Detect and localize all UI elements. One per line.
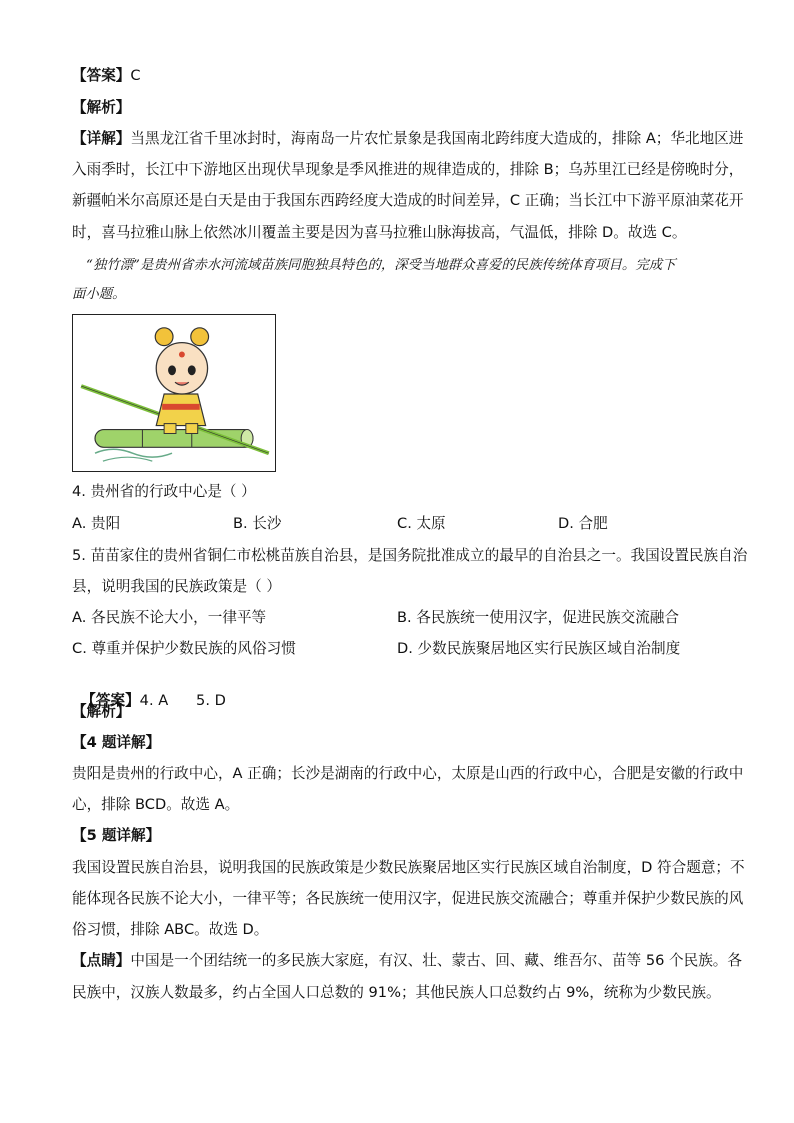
detail-tag: 【详解】	[72, 130, 131, 147]
answer2-tag: 【答案】	[81, 692, 140, 709]
analysis-heading	[72, 98, 130, 118]
intro-line-1: “独竹漂”是贵州省赤水河流域苗族同胞独具特色的，深受当地群众喜爱的民族传统体育项目。完成下	[86, 258, 676, 273]
detail5-line-3: 俗习惯，排除 ABC。故选 D。	[72, 921, 269, 938]
answer-line	[72, 66, 141, 86]
analysis-tag: 【解析】	[72, 99, 131, 116]
detail4-line-2: 心，排除 BCD。故选 A。	[72, 796, 240, 813]
q4-option-a: A. 贵阳	[72, 515, 121, 532]
tip-line-1	[72, 951, 742, 971]
detail-line-4: 时，喜马拉雅山脉上依然冰川覆盖主要是因为喜马拉雅山脉海拔高，气温低，排除 D。故选 C。	[72, 224, 687, 241]
detail-line-1	[72, 129, 743, 149]
detail5-heading: 【5 题详解】	[72, 827, 161, 844]
detail4-heading: 【4 题详解】	[72, 734, 161, 751]
bamboo-rafting-cartoon-icon	[73, 315, 275, 471]
q4-stem: 4. 贵州省的行政中心是（ ）	[72, 483, 256, 500]
q5-option-a: A. 各民族不论大小，一律平等	[72, 609, 267, 626]
q5-stem-line-2: 县，说明我国的民族政策是（ ）	[72, 578, 281, 595]
answer-value: C	[130, 67, 141, 84]
tip-text: 中国是一个团结统一的多民族大家庭，有汉、壮、蒙古、回、藏、维吾尔、苗等 56 个民族。各	[130, 952, 742, 969]
answer-tag: 【答案】	[72, 67, 131, 84]
detail5-line-1: 我国设置民族自治县，说明我国的民族政策是少数民族聚居地区实行民族区域自治制度，D 符合题意；不	[72, 859, 745, 876]
analysis2-heading	[72, 702, 130, 722]
detail-line-2: 入雨季时，长江中下游地区出现伏旱现象是季风推进的规律造成的，排除 B；乌苏里江已经是傍晚时分，	[72, 161, 744, 178]
tip-tag: 【点睛】	[72, 952, 131, 969]
detail4-line-1: 贵阳是贵州的行政中心，A 正确；长沙是湖南的行政中心，太原是山西的行政中心，合肥是安徽的行政中	[72, 765, 744, 782]
q5-option-c: C. 尊重并保护少数民族的风俗习惯	[72, 640, 296, 657]
q4-option-d: D. 合肥	[558, 515, 608, 532]
q5-option-b: B. 各民族统一使用汉字，促进民族交流融合	[397, 609, 679, 626]
intro-line-2: 面小题。	[72, 287, 126, 302]
bamboo-rafting-illustration	[72, 314, 276, 472]
detail-line-3: 新疆帕米尔高原还是白天是由于我国东西跨经度大造成的时间差异，C 正确；当长江中下游平原油菜花开	[72, 192, 744, 209]
q5-option-d: D. 少数民族聚居地区实行民族区域自治制度	[397, 640, 681, 657]
detail-text: 当黑龙江省千里冰封时，海南岛一片农忙景象是我国南北跨纬度大造成的，排除 A；华北地区进	[130, 130, 744, 147]
q4-option-b: B. 长沙	[233, 515, 282, 532]
q4-option-c: C. 太原	[397, 515, 446, 532]
detail5-line-2: 能体现各民族不论大小，一律平等；各民族统一使用汉字，促进民族交流融合；尊重并保护少数民族的风	[72, 890, 744, 907]
tip-line-2: 民族中，汉族人数最多，约占全国人口总数的 91%；其他民族人口总数约占 9%，统称为少数民族。	[72, 984, 721, 1001]
q5-stem-line-1: 5. 苗苗家住的贵州省铜仁市松桃苗族自治县，是国务院批准成立的最早的自治县之一。我国设置民族自治	[72, 547, 748, 564]
analysis2-tag: 【解析】	[72, 703, 131, 720]
answer2-value: 4. A 5. D	[139, 692, 226, 709]
